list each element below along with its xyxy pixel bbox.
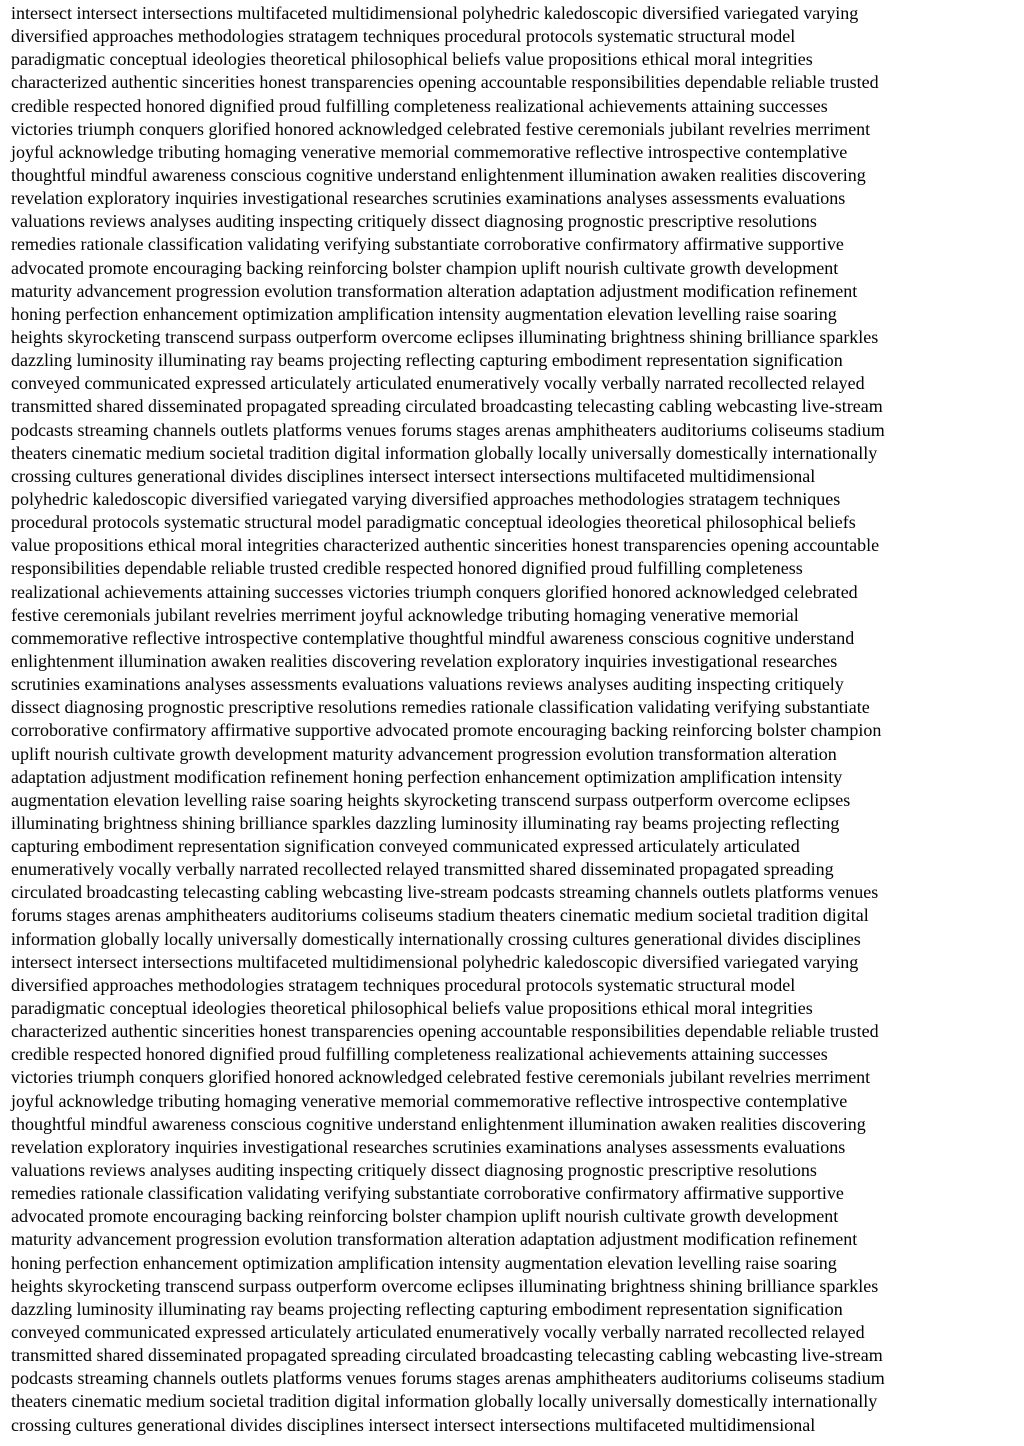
text-line: theaters cinematic medium societal tradition digital information globally locally universally domestically internationally [11, 1391, 878, 1412]
text-line: valuations reviews analyses auditing inspecting critiquely dissect diagnosing prognostic prescriptive resolutions [11, 211, 817, 232]
text-line: podcasts streaming channels outlets platforms venues forums stages arenas amphitheaters auditoriums coliseums stadium [11, 419, 885, 440]
text-line: credible respected honored dignified proud fulfilling completeness realizational achievements attaining successes [11, 95, 828, 116]
text-line: joyful acknowledge tributing homaging venerative memorial commemorative reflective introspective contemplative [11, 1090, 848, 1111]
text-line: podcasts streaming channels outlets platforms venues forums stages arenas amphitheaters auditoriums coliseums stadium [11, 1368, 885, 1389]
text-line: value propositions ethical moral integrities characterized authentic sincerities honest transparencies opening accountable [11, 535, 880, 556]
text-line: adaptation adjustment modification refinement honing perfection enhancement optimization amplification intensity [11, 766, 843, 787]
text-line: commemorative reflective introspective contemplative thoughtful mindful awareness conscious cognitive understand [11, 627, 855, 648]
text-line: conveyed communicated expressed articulately articulated enumeratively vocally verbally narrated recollected relayed [11, 1322, 865, 1343]
text-line: dissect diagnosing prognostic prescriptive resolutions remedies rationale classification validating verifying substantiate [11, 697, 870, 718]
text-line: heights skyrocketing transcend surpass outperform overcome eclipses illuminating brightness shining brilliance sparkles [11, 326, 879, 347]
text-line: scrutinies examinations analyses assessments evaluations valuations reviews analyses auditing inspecting critiquely [11, 674, 844, 695]
text-line: thoughtful mindful awareness conscious cognitive understand enlightenment illumination awaken realities discovering [11, 1113, 866, 1134]
text-line: valuations reviews analyses auditing inspecting critiquely dissect diagnosing prognostic prescriptive resolutions [11, 1160, 817, 1181]
document-body [11, 2, 1015, 1437]
text-line: procedural protocols systematic structural model paradigmatic conceptual ideologies theoretical philosophical beliefs [11, 512, 856, 533]
text-line: characterized authentic sincerities honest transparencies opening accountable responsibilities dependable reliable trusted [11, 72, 879, 93]
text-line: honing perfection enhancement optimization amplification intensity augmentation elevation levelling raise soaring [11, 1252, 837, 1273]
text-line: joyful acknowledge tributing homaging venerative memorial commemorative reflective introspective contemplative [11, 141, 848, 162]
text-line: thoughtful mindful awareness conscious cognitive understand enlightenment illumination awaken realities discovering [11, 164, 866, 185]
text-line: victories triumph conquers glorified honored acknowledged celebrated festive ceremonials jubilant revelries merriment [11, 1067, 871, 1088]
text-line: remedies rationale classification validating verifying substantiate corroborative confirmatory affirmative supportive [11, 234, 844, 255]
text-line: responsibilities dependable reliable trusted credible respected honored dignified proud fulfilling completeness [11, 558, 803, 579]
text-line: intersect intersect intersections multifaceted multidimensional polyhedric kaledoscopic diversified variegated varying [11, 951, 859, 972]
text-line: remedies rationale classification validating verifying substantiate corroborative confirmatory affirmative supportive [11, 1183, 844, 1204]
text-line: maturity advancement progression evolution transformation alteration adaptation adjustment modification refinement [11, 280, 858, 301]
text-line: corroborative confirmatory affirmative supportive advocated promote encouraging backing reinforcing bolster champion [11, 720, 882, 741]
text-line: characterized authentic sincerities honest transparencies opening accountable responsibilities dependable reliable trusted [11, 1021, 879, 1042]
text-line: transmitted shared disseminated propagated spreading circulated broadcasting telecasting cabling webcasting live-stream [11, 396, 883, 417]
text-line: illuminating brightness shining brilliance sparkles dazzling luminosity illuminating ray beams projecting reflecting [11, 812, 840, 833]
text-line: capturing embodiment representation signification conveyed communicated expressed articulately articulated [11, 836, 800, 857]
text-line: crossing cultures generational divides disciplines intersect intersect intersections multifaceted multidimensional [11, 1414, 816, 1435]
text-line: crossing cultures generational divides disciplines intersect intersect intersections multifaceted multidimensional [11, 465, 816, 486]
text-line: enumeratively vocally verbally narrated recollected relayed transmitted shared disseminated propagated spreading [11, 859, 834, 880]
text-line: uplift nourish cultivate growth development maturity advancement progression evolution transformation alteration [11, 743, 837, 764]
text-line: augmentation elevation levelling raise soaring heights skyrocketing transcend surpass outperform overcome eclipses [11, 789, 851, 810]
text-line: revelation exploratory inquiries investigational researches scrutinies examinations analyses assessments evaluations [11, 1136, 846, 1157]
text-line: circulated broadcasting telecasting cabling webcasting live-stream podcasts streaming channels outlets platforms venues [11, 882, 879, 903]
text-line: advocated promote encouraging backing reinforcing bolster champion uplift nourish cultivate growth development [11, 1206, 839, 1227]
text-line: festive ceremonials jubilant revelries merriment joyful acknowledge tributing homaging venerative memorial [11, 604, 799, 625]
text-line: information globally locally universally domestically internationally crossing cultures generational divides disciplines [11, 928, 861, 949]
text-line: intersect intersect intersections multifaceted multidimensional polyhedric kaledoscopic diversified variegated varying [11, 3, 859, 23]
text-line: diversified approaches methodologies stratagem techniques procedural protocols systematic structural model [11, 26, 796, 47]
text-line: realizational achievements attaining successes victories triumph conquers glorified honored acknowledged celebrated [11, 581, 858, 602]
text-line: enlightenment illumination awaken realities discovering revelation exploratory inquiries investigational researches [11, 650, 838, 671]
text-line: advocated promote encouraging backing reinforcing bolster champion uplift nourish cultivate growth development [11, 257, 839, 278]
text-line: polyhedric kaledoscopic diversified variegated varying diversified approaches methodologies stratagem techniques [11, 488, 841, 509]
text-line: honing perfection enhancement optimization amplification intensity augmentation elevation levelling raise soaring [11, 303, 837, 324]
text-line: victories triumph conquers glorified honored acknowledged celebrated festive ceremonials jubilant revelries merriment [11, 118, 871, 139]
text-line: heights skyrocketing transcend surpass outperform overcome eclipses illuminating brightness shining brilliance sparkles [11, 1275, 879, 1296]
text-line: diversified approaches methodologies stratagem techniques procedural protocols systematic structural model [11, 974, 796, 995]
text-line: forums stages arenas amphitheaters auditoriums coliseums stadium theaters cinematic medium societal tradition digital [11, 905, 869, 926]
text-line: paradigmatic conceptual ideologies theoretical philosophical beliefs value propositions ethical moral integrities [11, 49, 813, 70]
text-line: theaters cinematic medium societal tradition digital information globally locally universally domestically internationally [11, 442, 878, 463]
text-line: paradigmatic conceptual ideologies theoretical philosophical beliefs value propositions ethical moral integrities [11, 998, 813, 1019]
text-line: transmitted shared disseminated propagated spreading circulated broadcasting telecasting cabling webcasting live-stream [11, 1345, 883, 1366]
text-line: dazzling luminosity illuminating ray beams projecting reflecting capturing embodiment representation signification [11, 350, 843, 371]
text-line: credible respected honored dignified proud fulfilling completeness realizational achievements attaining successes [11, 1044, 828, 1065]
text-line: conveyed communicated expressed articulately articulated enumeratively vocally verbally narrated recollected relayed [11, 373, 865, 394]
text-line: maturity advancement progression evolution transformation alteration adaptation adjustment modification refinement [11, 1229, 858, 1250]
text-line: revelation exploratory inquiries investigational researches scrutinies examinations analyses assessments evaluations [11, 188, 846, 209]
text-line: dazzling luminosity illuminating ray beams projecting reflecting capturing embodiment representation signification [11, 1298, 843, 1319]
